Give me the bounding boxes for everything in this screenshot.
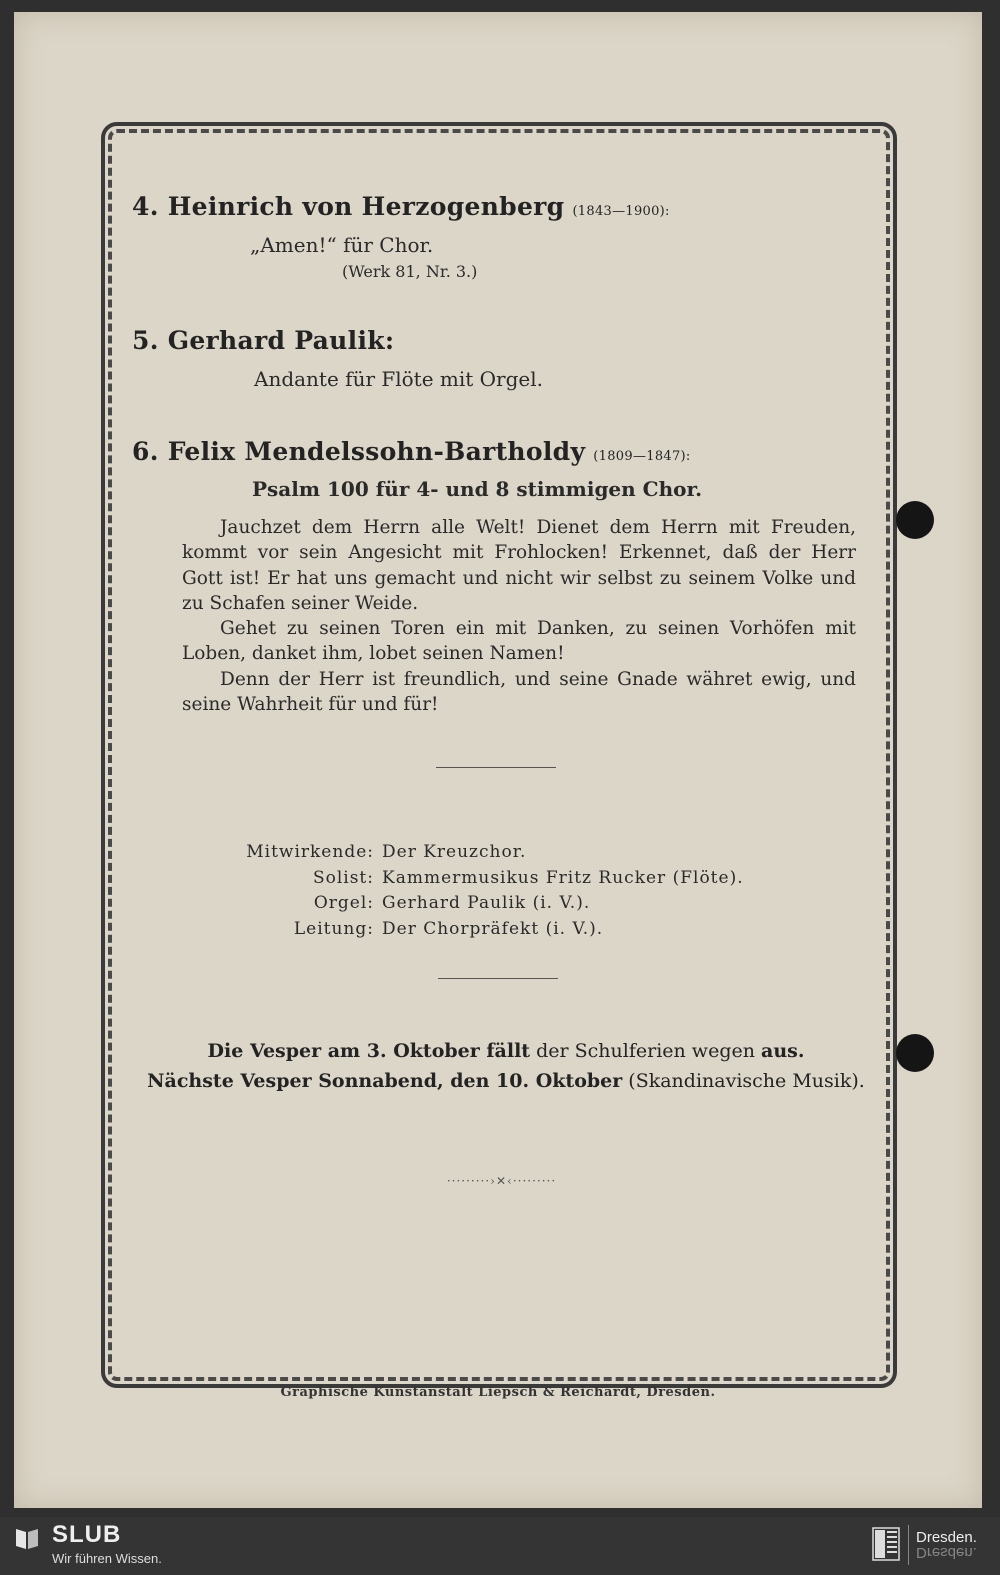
book-icon[interactable] [14, 1525, 40, 1551]
item6-dates: (1809—1847): [593, 449, 691, 464]
notice-text: (Skandinavische Musik). [622, 1070, 865, 1092]
punch-hole [896, 501, 934, 539]
divider-line [436, 767, 556, 768]
performer-label: Solist: [312, 867, 374, 888]
performers-list [184, 840, 744, 942]
psalm-paragraph: Denn der Herr ist freundlich, und seine Gnade währet ewig, und seine Wahrheit für und für! [182, 668, 856, 716]
performer-row [184, 866, 744, 892]
notice-emphasis: Die Vesper am 3. Oktober fällt [207, 1040, 531, 1062]
performer-row [184, 917, 744, 943]
psalm-text [182, 515, 856, 717]
item6-heading [132, 437, 691, 466]
library-name[interactable]: SLUB [52, 1521, 122, 1548]
printer-credit: Graphische Kunstanstalt Liepsch & Reichardt, Dresden. [280, 1385, 716, 1400]
performer-label: Mitwirkende: [246, 842, 374, 862]
item5-work: Andante für Flöte mit Orgel. [254, 367, 544, 391]
notice-text: der Schulferien wegen [530, 1040, 762, 1062]
notice-line-2 [122, 1070, 890, 1092]
performer-value: Kammermusikus Fritz Rucker (Flöte). [382, 867, 744, 888]
performer-value: Der Chorpräfekt (i. V.). [382, 918, 604, 939]
ornament-divider: ·········›✕‹········· [446, 1174, 557, 1188]
psalm-paragraph: Gehet zu seinen Toren ein mit Danken, zu seinen Vorhöfen mit Loben, danket ihm, lobet seinen Namen! [182, 618, 856, 665]
notice-emphasis: aus. [761, 1040, 805, 1062]
item4-dates: (1843—1900): [572, 204, 670, 219]
footer-separator [908, 1525, 909, 1565]
punch-hole [896, 1034, 934, 1072]
item4-opus: (Werk 81, Nr. 3.) [342, 262, 478, 281]
library-tagline: Wir führen Wissen. [52, 1551, 162, 1566]
performer-row [184, 891, 744, 917]
notice-emphasis: Nächste Vesper Sonnabend, den 10. Oktober [147, 1070, 623, 1092]
psalm-paragraph: Jauchzet dem Herrn alle Welt! Dienet dem Herrn mit Freuden, kommt vor sein Angesicht mit Frohlocken! Erkennet, daß der Herr Gott ist! Er hat uns gemacht und nicht wir selbst zu seinem Volke und zu Schafen seiner Weide. [182, 517, 856, 614]
item6-work: Psalm 100 für 4- und 8 stimmigen Chor. [252, 477, 703, 501]
document-page [14, 12, 982, 1508]
performer-label: Leitung: [293, 918, 374, 939]
item4-heading [132, 192, 670, 221]
item5-heading: 5. Gerhard Paulik: [132, 326, 395, 355]
city-label-reflection: Dresden. [916, 1544, 977, 1561]
performer-label: Orgel: [313, 893, 374, 913]
performer-value: Der Kreuzchor. [382, 842, 527, 862]
item4-composer: 4. Heinrich von Herzogenberg [132, 192, 565, 221]
item4-work: „Amen!“ für Chor. [250, 233, 434, 257]
city-label[interactable]: Dresden. [916, 1529, 977, 1546]
notice-line-1 [122, 1040, 890, 1062]
divider-line [438, 978, 558, 979]
city-crest-icon[interactable] [872, 1527, 900, 1561]
footer-bar [0, 1517, 1000, 1575]
decorative-border [101, 122, 897, 1388]
item6-composer: 6. Felix Mendelssohn-Bartholdy [132, 437, 586, 466]
performer-row [184, 840, 744, 866]
performer-value: Gerhard Paulik (i. V.). [382, 893, 591, 913]
